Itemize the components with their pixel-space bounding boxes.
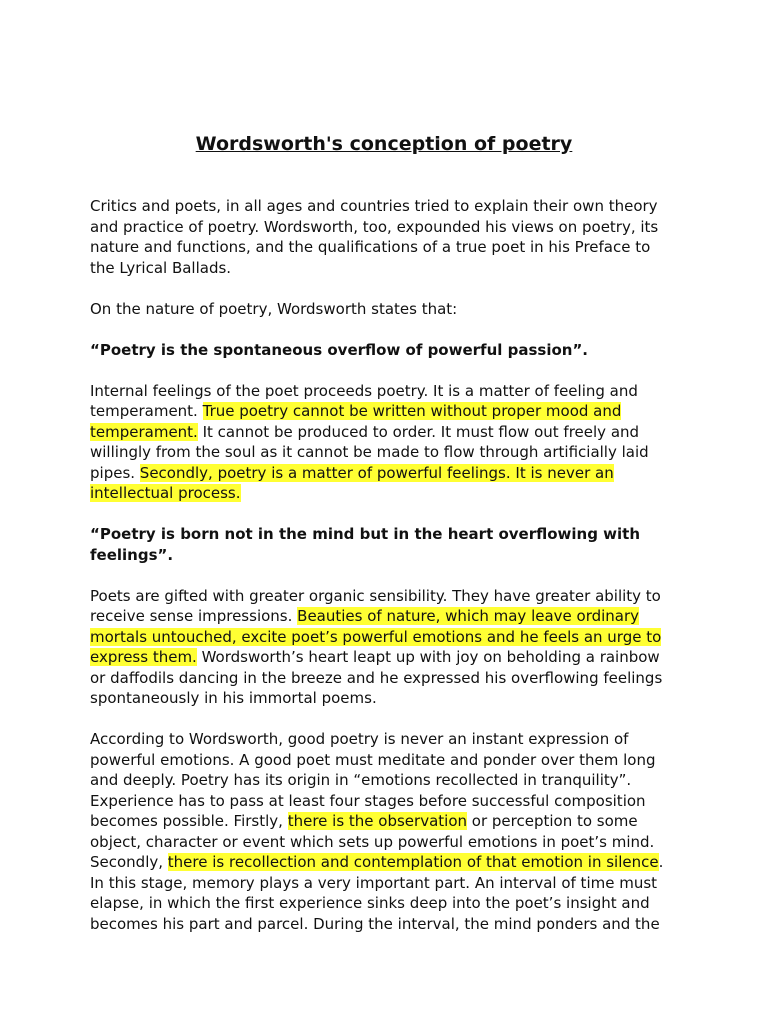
- text-line: or daffodils dancing in the breeze and he expressed his overflowing feelings: [90, 668, 663, 687]
- text-line: [90, 401, 690, 422]
- text-line: [90, 627, 690, 648]
- text-fragment: becomes possible. Firstly,: [90, 812, 288, 830]
- text-fragment: Wordsworth’s heart leapt up with joy on beholding a rainbow: [196, 648, 660, 666]
- text-line: [90, 647, 690, 668]
- highlighted-text: Secondly, poetry is a matter of powerful feelings. It is never an: [139, 463, 614, 482]
- highlighted-text: there is recollection and contemplation of that emotion in silence: [167, 853, 659, 871]
- text-line: Critics and poets, in all ages and countries tried to explain their own theory: [90, 197, 658, 215]
- text-line: In this stage, memory plays a very important part. An interval of time must: [90, 873, 658, 892]
- text-fragment: Secondly,: [90, 853, 168, 871]
- text-line: nature and functions, and the qualifications of a true poet in his Preface to: [90, 238, 651, 256]
- document-body: [90, 196, 690, 955]
- text-line: On the nature of poetry, Wordsworth states that:: [90, 299, 458, 318]
- text-line: willingly from the soul as it cannot be made to flow through artificially laid: [90, 443, 649, 461]
- highlighted-text: temperament.: [90, 422, 198, 441]
- paragraph-nature: [90, 299, 690, 320]
- text-fragment: or perception to some: [467, 812, 638, 830]
- text-line: the Lyrical Ballads.: [90, 258, 232, 277]
- highlighted-text: express them.: [90, 648, 197, 666]
- text-line: elapse, in which the first experience sinks deep into the poet’s insight and: [90, 894, 650, 912]
- paragraph-intro: [90, 196, 690, 278]
- quote-spontaneous-overflow: [90, 340, 690, 361]
- text-line: and deeply. Poetry has its origin in “emotions recollected in tranquility”.: [90, 771, 632, 789]
- text-fragment: .: [658, 853, 664, 871]
- quote-born-in-heart: [90, 524, 690, 565]
- text-line: [90, 422, 690, 443]
- text-line: According to Wordsworth, good poetry is never an instant expression of: [90, 730, 629, 748]
- text-line: becomes his part and parcel. During the interval, the mind ponders and the: [90, 914, 660, 933]
- text-line: object, character or event which sets up powerful emotions in poet’s mind.: [90, 832, 655, 851]
- text-line: [90, 606, 690, 627]
- highlighted-text: mortals untouched, excite poet’s powerful emotions and he feels an urge to: [90, 627, 662, 646]
- text-line: and practice of poetry. Wordsworth, too, expounded his views on poetry, its: [90, 217, 659, 236]
- paragraph-tranquility: [90, 729, 690, 934]
- text-line: Internal feelings of the poet proceeds poetry. It is a matter of feeling and: [90, 381, 638, 400]
- paragraph-sensibility: [90, 586, 690, 709]
- text-line: [90, 852, 690, 873]
- text-line: powerful emotions. A good poet must meditate and ponder over them long: [90, 750, 656, 769]
- text-fragment: temperament.: [90, 402, 203, 420]
- highlighted-text: Beauties of nature, which may leave ordinary: [297, 607, 640, 625]
- text-line: [90, 811, 690, 832]
- text-fragment: It cannot be produced to order. It must flow out freely and: [197, 422, 640, 441]
- text-fragment: pipes.: [90, 463, 140, 482]
- text-fragment: receive sense impressions.: [90, 607, 298, 625]
- text-line: [90, 483, 690, 504]
- page-title: Wordsworth's conception of poetry: [195, 133, 573, 155]
- text-line: Experience has to pass at least four stages before successful composition: [90, 791, 646, 810]
- paragraph-feelings: [90, 381, 690, 504]
- text-line: “Poetry is the spontaneous overflow of powerful passion”.: [90, 340, 589, 359]
- highlighted-text: there is the observation: [287, 812, 467, 830]
- text-line: spontaneously in his immortal poems.: [90, 689, 377, 707]
- text-line: “Poetry is born not in the mind but in the heart overflowing with: [90, 525, 641, 543]
- text-line: Poets are gifted with greater organic sensibility. They have greater ability to: [90, 586, 661, 605]
- text-line: [90, 463, 690, 484]
- highlighted-text: intellectual process.: [90, 484, 241, 502]
- text-line: feelings”.: [90, 545, 174, 564]
- highlighted-text: True poetry cannot be written without proper mood and: [202, 402, 622, 420]
